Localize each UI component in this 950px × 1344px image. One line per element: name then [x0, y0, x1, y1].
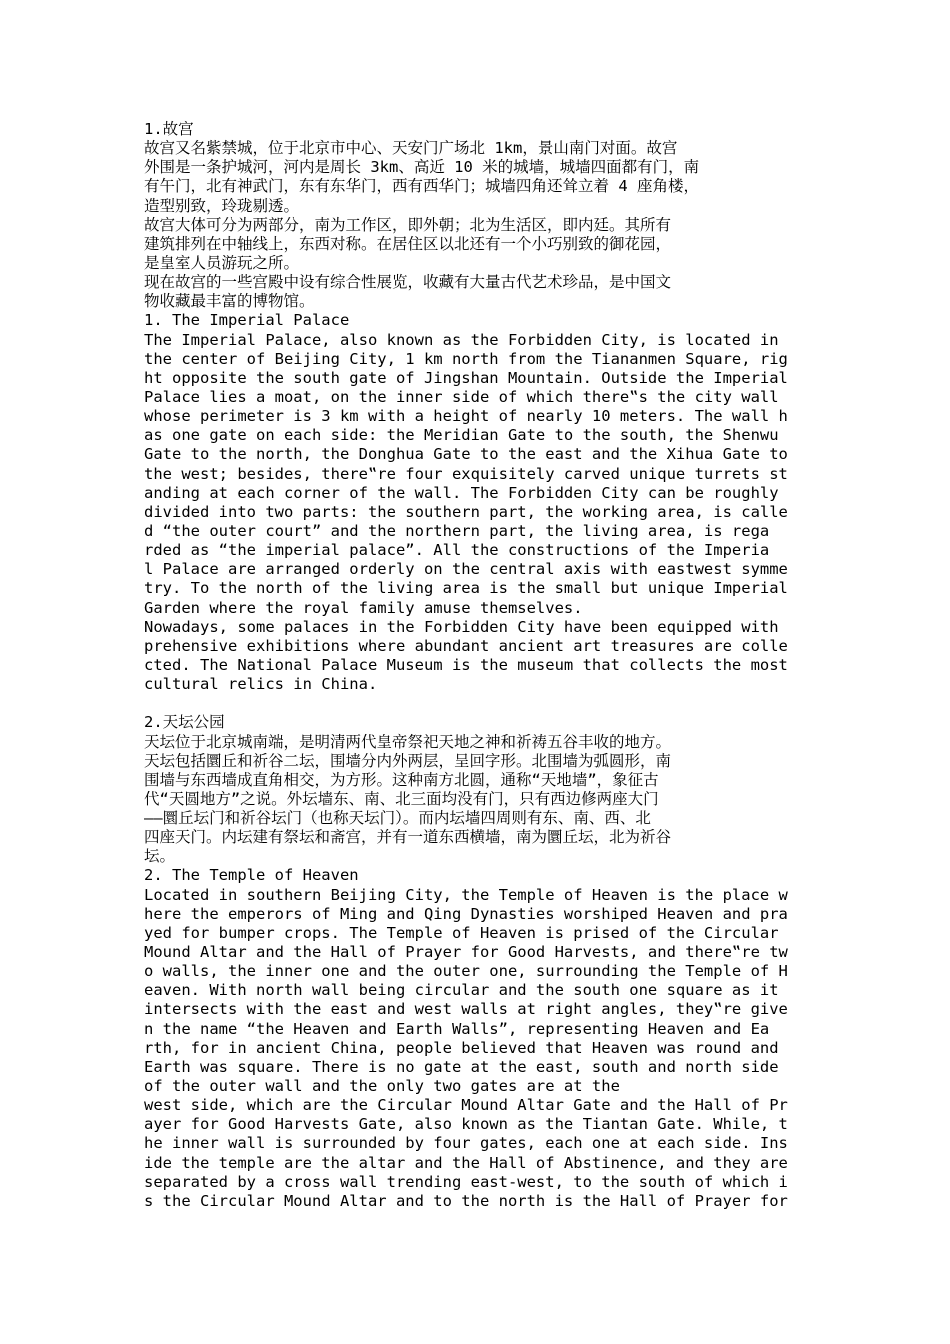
paragraph-line: rded as “the imperial palace”. All the constructions of the Imperia — [144, 541, 770, 560]
paragraph-line: 物收藏最丰富的博物馆。 — [144, 292, 315, 311]
paragraph-line: l Palace are arranged orderly on the central axis with eastwest symme — [144, 560, 788, 579]
paragraph-line: Earth was square. There is no gate at the east, south and north side — [144, 1057, 779, 1076]
paragraph-line: 代“天圆地方”之说。外坛墙东、南、北三面均没有门，只有西边修两座大门 — [144, 789, 659, 808]
paragraph-line: 天坛位于北京城南端，是明清两代皇帝祭祀天地之神和祈祷五谷丰收的地方。 — [144, 732, 672, 751]
paragraph-line: the center of Beijing City, 1 km north from the Tiananmen Square, rig — [144, 349, 788, 368]
paragraph-line: Palace lies a moat, on the inner side of which there‟s the city wall — [144, 387, 779, 406]
paragraph-line: 外围是一条护城河，河内是周长 3km、高近 10 米的城墙，城墙四面都有门，南 — [144, 158, 700, 177]
paragraph-line: 建筑排列在中轴线上，东西对称。在居住区以北还有一个小巧别致的御花园， — [144, 234, 672, 253]
paragraph-line: of the outer wall and the only two gates are at the — [144, 1077, 620, 1096]
paragraph-line: 有午门，北有神武门，东有东华门，西有西华门；城墙四角还耸立着 4 座角楼， — [144, 177, 699, 196]
paragraph-line: 坛。 — [144, 847, 176, 866]
paragraph-line: The Imperial Palace, also known as the Forbidden City, is located in — [144, 330, 779, 349]
paragraph-line: Located in southern Beijing City, the Temple of Heaven is the place w — [144, 885, 788, 904]
paragraph-line: cultural relics in China. — [144, 675, 378, 694]
heading-imperial-palace-cn: 1.故宫 — [144, 120, 194, 138]
blank-line — [144, 694, 824, 713]
paragraph-line: rth, for in ancient China, people believed that Heaven was round and — [144, 1038, 779, 1057]
paragraph-line: n the name “the Heaven and Earth Walls”, representing Heaven and Ea — [144, 1019, 770, 1038]
paragraph-line: Nowadays, some palaces in the Forbidden City have been equipped with — [144, 617, 779, 636]
paragraph-line: Garden where the royal family amuse themselves. — [144, 598, 583, 617]
heading-temple-of-heaven-en: 2. The Temple of Heaven — [144, 866, 359, 885]
paragraph-line: whose perimeter is 3 km with a height of nearly 10 meters. The wall h — [144, 407, 788, 426]
paragraph-line: eaven. With north wall being circular and the south one square as it — [144, 981, 779, 1000]
paragraph-line: here the emperors of Ming and Qing Dynasties worshiped Heaven and pra — [144, 904, 788, 923]
paragraph-line: 现在故宫的一些宫殿中设有综合性展览，收藏有大量古代艺术珍品，是中国文 — [144, 273, 672, 292]
paragraph-line: west side, which are the Circular Mound Altar Gate and the Hall of Pr — [144, 1096, 788, 1115]
paragraph-line: Gate to the north, the Donghua Gate to the east and the Xihua Gate to — [144, 445, 788, 464]
paragraph-line: 故宫大体可分为两部分，南为工作区，即外朝；北为生活区，即内廷。其所有 — [144, 215, 672, 234]
paragraph-line: Mound Altar and the Hall of Prayer for Good Harvests, and there‟re tw — [144, 943, 788, 962]
paragraph-line: 围墙与东西墙成直角相交，为方形。这种南方北圆，通称“天地墙”，象征古 — [144, 770, 659, 789]
paragraph-line: as one gate on each side: the Meridian Gate to the south, the Shenwu — [144, 426, 779, 445]
paragraph-line: yed for bumper crops. The Temple of Heaven is prised of the Circular — [144, 923, 779, 942]
heading-imperial-palace-en: 1. The Imperial Palace — [144, 311, 350, 330]
paragraph-line: ide the temple are the altar and the Hall of Abstinence, and they are — [144, 1153, 788, 1172]
paragraph-line: 是皇室人员游玩之所。 — [144, 253, 300, 272]
paragraph-line: he inner wall is surrounded by four gates, each one at each side. Ins — [144, 1134, 788, 1153]
paragraph-line: 天坛包括圜丘和祈谷二坛，围墙分内外两层，呈回字形。北围墙为弧圆形，南 — [144, 751, 672, 770]
paragraph-line: 造型别致，玲珑剔透。 — [144, 196, 300, 215]
paragraph-line: 故宫又名紫禁城，位于北京市中心、天安门广场北 1km，景山南门对面。故宫 — [144, 139, 678, 158]
paragraph-line: prehensive exhibitions where abundant ancient art treasures are colle — [144, 636, 788, 655]
paragraph-line: ht opposite the south gate of Jingshan Mountain. Outside the Imperial — [144, 368, 788, 387]
paragraph-line: ayer for Good Harvests Gate, also known as the Tiantan Gate. While, t — [144, 1115, 788, 1134]
paragraph-line: try. To the north of the living area is the small but unique Imperial — [144, 579, 788, 598]
paragraph-line: cted. The National Palace Museum is the museum that collects the most — [144, 655, 788, 674]
paragraph-line: the west; besides, there‟re four exquisitely carved unique turrets st — [144, 464, 788, 483]
document-page — [144, 120, 824, 1211]
paragraph-line: ——圜丘坛门和祈谷坛门（也称天坛门）。而内坛墙四周则有东、南、西、北 — [144, 809, 651, 828]
paragraph-line: d “the outer court” and the northern part, the living area, is rega — [144, 521, 770, 540]
paragraph-line: s the Circular Mound Altar and to the north is the Hall of Prayer for — [144, 1191, 788, 1210]
paragraph-line: divided into two parts: the southern part, the working area, is calle — [144, 502, 788, 521]
paragraph-line: separated by a cross wall trending east-west, to the south of which i — [144, 1172, 788, 1191]
paragraph-line: intersects with the east and west walls at right angles, they‟re give — [144, 1000, 788, 1019]
paragraph-line: 四座天门。内坛建有祭坛和斋宫，并有一道东西横墙，南为圜丘坛，北为祈谷 — [144, 828, 672, 847]
paragraph-line: anding at each corner of the wall. The Forbidden City can be roughly — [144, 483, 779, 502]
heading-temple-of-heaven-cn: 2.天坛公园 — [144, 713, 225, 732]
paragraph-line: o walls, the inner one and the outer one, surrounding the Temple of H — [144, 962, 788, 981]
